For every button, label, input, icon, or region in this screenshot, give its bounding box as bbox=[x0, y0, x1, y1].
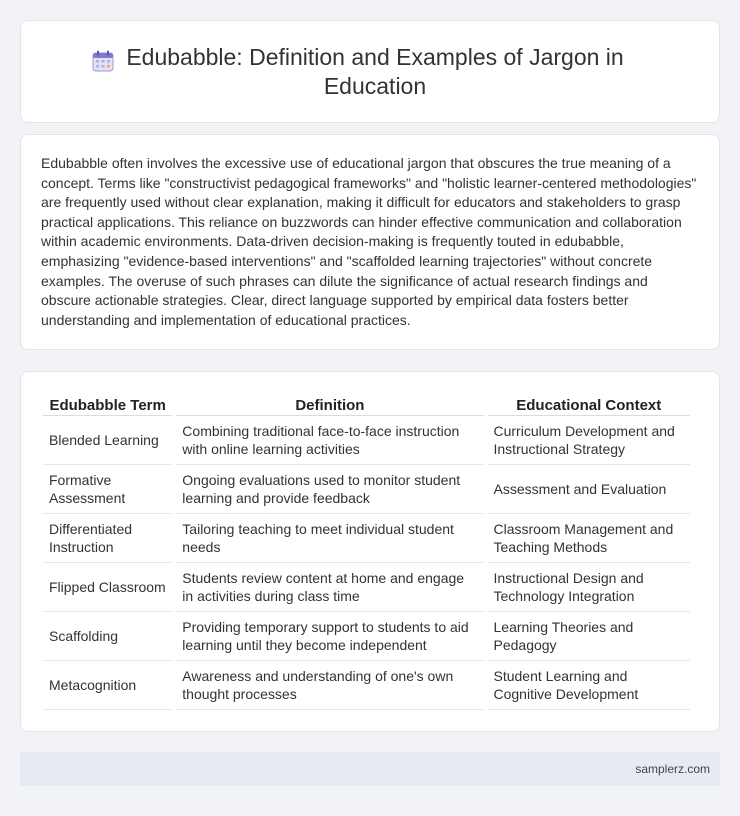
cell-definition: Awareness and understanding of one's own thought processes bbox=[176, 661, 483, 710]
cell-definition: Tailoring teaching to meet individual student needs bbox=[176, 514, 483, 563]
table-row bbox=[43, 514, 690, 563]
table-row bbox=[43, 612, 690, 661]
cell-context: Assessment and Evaluation bbox=[488, 465, 691, 514]
cell-definition: Providing temporary support to students to aid learning until they become independent bbox=[176, 612, 483, 661]
cell-term: Scaffolding bbox=[43, 612, 172, 661]
cell-term: Differentiated Instruction bbox=[43, 514, 172, 563]
table-row bbox=[43, 661, 690, 710]
cell-context: Student Learning and Cognitive Development bbox=[488, 661, 691, 710]
cell-term: Blended Learning bbox=[43, 416, 172, 465]
cell-term: Formative Assessment bbox=[43, 465, 172, 514]
calendar-icon bbox=[92, 50, 114, 72]
cell-definition: Combining traditional face-to-face instruction with online learning activities bbox=[176, 416, 483, 465]
source-link[interactable]: samplerz.com bbox=[635, 762, 710, 776]
cell-context: Curriculum Development and Instructional Strategy bbox=[488, 416, 691, 465]
header-context: Educational Context bbox=[488, 392, 691, 416]
intro-paragraph: Edubabble often involves the excessive use of educational jargon that obscures the true meaning of a concept. Terms like "constructivist pedagogical frameworks" and "holistic learner-centered methodologies" are frequently used without clear explanation, making it difficult for educators and stakeholders to grasp practical applications. This reliance on buzzwords can hinder effective communication and collaboration within academic environments. Data-driven decision-making is frequently touted in edubabble, emphasizing "evidence-based interventions" and "scaffolded learning trajectories" without concrete examples. The overuse of such phrases can dilute the significance of actual research findings and obscure actionable strategies. Clear, direct language supported by empirical data fosters better understanding and implementation of educational practices. bbox=[41, 155, 697, 328]
page-title: Edubabble: Definition and Examples of Jargon in Education bbox=[126, 43, 624, 99]
cell-context: Learning Theories and Pedagogy bbox=[488, 612, 691, 661]
table-row bbox=[43, 416, 690, 465]
title-wrap bbox=[90, 43, 650, 101]
cell-context: Classroom Management and Teaching Methods bbox=[488, 514, 691, 563]
table-row bbox=[43, 563, 690, 612]
header-definition: Definition bbox=[176, 392, 483, 416]
table-header-row bbox=[43, 392, 690, 416]
footer bbox=[20, 752, 720, 786]
cell-context: Instructional Design and Technology Integration bbox=[488, 563, 691, 612]
cell-term: Flipped Classroom bbox=[43, 563, 172, 612]
title-card bbox=[20, 20, 720, 123]
cell-definition: Ongoing evaluations used to monitor student learning and provide feedback bbox=[176, 465, 483, 514]
table-card bbox=[20, 371, 720, 732]
jargon-table bbox=[39, 392, 694, 710]
table-row bbox=[43, 465, 690, 514]
intro-card bbox=[20, 134, 720, 350]
cell-term: Metacognition bbox=[43, 661, 172, 710]
cell-definition: Students review content at home and engage in activities during class time bbox=[176, 563, 483, 612]
header-term: Edubabble Term bbox=[43, 392, 172, 416]
